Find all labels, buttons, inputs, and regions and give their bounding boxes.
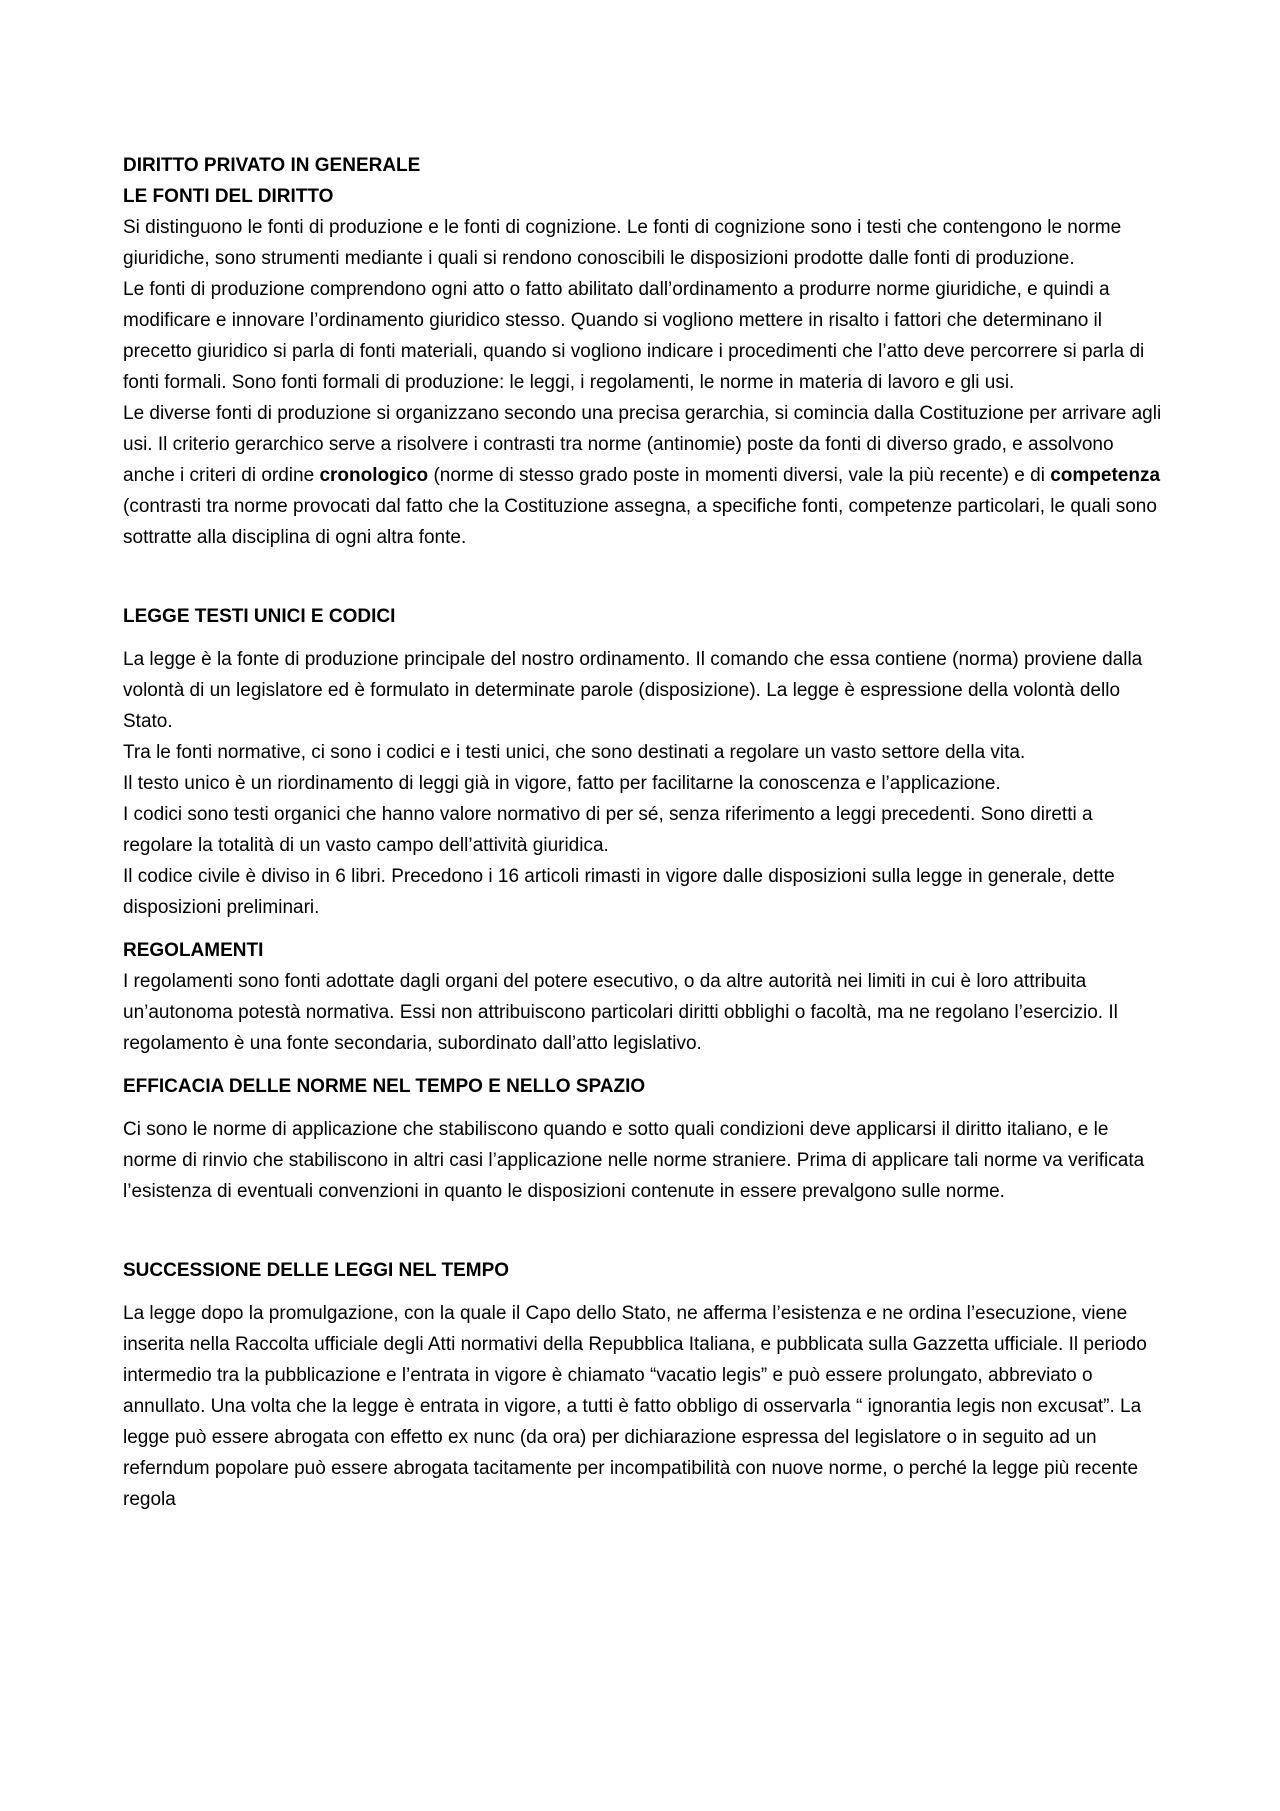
bold-term-cronologico: cronologico xyxy=(319,465,429,486)
section-heading-regolamenti: REGOLAMENTI xyxy=(123,940,264,961)
spacer xyxy=(123,923,1165,935)
paragraph: Ci sono le norme di applicazione che stabiliscono quando e sotto quali condizioni deve applicarsi il diritto italiano, e le norme di rinvio che stabiliscono in altri casi l’applicazione nelle norme straniere. Prima di applicare tali norme va verificata l’esistenza di eventuali convenzioni in quanto le disposizioni contenute in essere prevalgono sulle norme. xyxy=(123,1119,1145,1202)
paragraph-text: (contrasti tra norme provocati dal fatto che la Costituzione assegna, a specifiche fonti, competenze particolari, le quali sono sottratte alla disciplina di ogni altra fonte. xyxy=(123,496,1157,548)
paragraph: La legge è la fonte di produzione principale del nostro ordinamento. Il comando che essa contiene (norma) proviene dalla volontà di un legislatore ed è formulato in determinate parole (disposizione). La legge è espressione della volontà dello Stato. xyxy=(123,649,1143,732)
spacer xyxy=(123,553,1165,601)
paragraph: Il codice civile è diviso in 6 libri. Precedono i 16 articoli rimasti in vigore dalle disposizioni sulla legge in generale, dette disposizioni preliminari. xyxy=(123,866,1115,918)
spacer xyxy=(123,632,1165,644)
section-heading-fonti: LE FONTI DEL DIRITTO xyxy=(123,186,334,207)
spacer xyxy=(123,1207,1165,1255)
bold-term-competenza: competenza xyxy=(1050,465,1161,486)
paragraph: I codici sono testi organici che hanno valore normativo di per sé, senza riferimento a leggi precedenti. Sono diretti a regolare la totalità di un vasto campo dell’attività giuridica. xyxy=(123,804,1093,856)
paragraph: La legge dopo la promulgazione, con la quale il Capo dello Stato, ne afferma l’esistenza e ne ordina l’esecuzione, viene inserita nella Raccolta ufficiale degli Atti normativi della Repubblica Italiana, e pubblicata sulla Gazzetta ufficiale. Il periodo intermedio tra la pubblicazione e l’entrata in vigore è chiamato “vacatio legis” e può essere prolungato, abbreviato o annullato. Una volta che la legge è entrata in vigore, a tutti è fatto obbligo di osservarla “ ignorantia legis non excusat”. La legge può essere abrogata con effetto ex nunc (da ora) per dichiarazione espressa del legislatore o in seguito ad un referndum popolare può essere abrogata tacitamente per incompatibilità con nuove norme, o perché la legge più recente regola xyxy=(123,1303,1147,1510)
paragraph: Il testo unico è un riordinamento di leggi già in vigore, fatto per facilitarne la conoscenza e l’applicazione. xyxy=(123,773,1001,794)
paragraph-text: (norme di stesso grado poste in momenti diversi, vale la più recente) e di xyxy=(428,465,1051,486)
section-heading-legge: LEGGE TESTI UNICI E CODICI xyxy=(123,606,396,627)
paragraph: Si distinguono le fonti di produzione e le fonti di cognizione. Le fonti di cognizione sono i testi che contengono le norme giuridiche, sono strumenti mediante i quali si rendono conoscibili le disposizioni prodotte dalle fonti di produzione. xyxy=(123,217,1122,269)
paragraph-text: Le diverse fonti di produzione si organizzano secondo una precisa gerarchia, si comincia dalla Costituzione per arrivare agli usi. Il criterio gerarchico serve a risolvere i contrasti tra norme (antinomie) poste da fonti di diverso grado, e assolvono anche i criteri di ordine xyxy=(123,403,1162,486)
paragraph xyxy=(123,398,1165,553)
document-title: DIRITTO PRIVATO IN GENERALE xyxy=(123,155,421,176)
paragraph: I regolamenti sono fonti adottate dagli organi del potere esecutivo, o da altre autorità nei limiti in cui è loro attribuita un’autonoma potestà normativa. Essi non attribuiscono particolari diritti obblighi o facoltà, ma ne regolano l’esercizio. Il regolamento è una fonte secondaria, subordinato dall’atto legislativo. xyxy=(123,971,1118,1054)
paragraph: Tra le fonti normative, ci sono i codici e i testi unici, che sono destinati a regolare un vasto settore della vita. xyxy=(123,742,1026,763)
paragraph: Le fonti di produzione comprendono ogni atto o fatto abilitato dall’ordinamento a produrre norme giuridiche, e quindi a modificare e innovare l’ordinamento giuridico stesso. Quando si vogliono mettere in risalto i fattori che determinano il precetto giuridico si parla di fonti materiali, quando si vogliono indicare i procedimenti che l’atto deve percorrere si parla di fonti formali. Sono fonti formali di produzione: le leggi, i regolamenti, le norme in materia di lavoro e gli usi. xyxy=(123,279,1145,393)
spacer xyxy=(123,1102,1165,1114)
spacer xyxy=(123,1059,1165,1071)
spacer xyxy=(123,1286,1165,1298)
section-heading-efficacia: EFFICACIA DELLE NORME NEL TEMPO E NELLO SPAZIO xyxy=(123,1076,646,1097)
section-heading-successione: SUCCESSIONE DELLE LEGGI NEL TEMPO xyxy=(123,1260,510,1281)
document-page xyxy=(123,150,1165,1515)
